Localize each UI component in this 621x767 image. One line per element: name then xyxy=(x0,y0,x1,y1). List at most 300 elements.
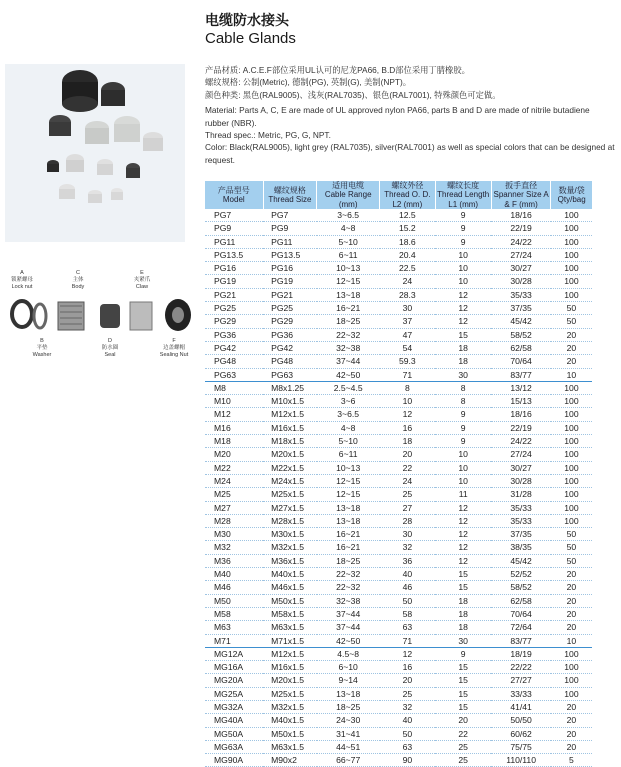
table-row xyxy=(205,368,592,381)
cell-spanner-size: 30/27 xyxy=(491,461,551,474)
cell-qty: 100 xyxy=(551,661,592,674)
cell-qty: 5 xyxy=(551,754,592,767)
cell-thread-length: 12 xyxy=(435,514,491,527)
cell-cable-range: 5~10 xyxy=(317,235,380,248)
cell-cable-range: 4~8 xyxy=(317,421,380,434)
cell-thread-length: 9 xyxy=(435,235,491,248)
cell-qty: 100 xyxy=(551,514,592,527)
cell-spanner-size: 70/64 xyxy=(491,607,551,620)
cell-thread-od: 18.6 xyxy=(380,235,435,248)
cell-spanner-size: 24/22 xyxy=(491,435,551,448)
cell-thread-od: 32 xyxy=(380,700,435,713)
table-row xyxy=(205,554,592,567)
cell-thread-length: 18 xyxy=(435,355,491,368)
cell-qty: 100 xyxy=(551,288,592,301)
cell-thread-length: 12 xyxy=(435,541,491,554)
cell-thread-length: 12 xyxy=(435,315,491,328)
cell-thread-size: PG36 xyxy=(263,328,317,341)
cell-thread-od: 16 xyxy=(380,661,435,674)
cell-thread-size: PG11 xyxy=(263,235,317,248)
cell-thread-od: 36 xyxy=(380,554,435,567)
cell-thread-size: M27x1.5 xyxy=(263,501,317,514)
cell-thread-length: 18 xyxy=(435,621,491,634)
cell-thread-length: 12 xyxy=(435,288,491,301)
cell-spanner-size: 30/27 xyxy=(491,262,551,275)
cell-spanner-size: 52/52 xyxy=(491,568,551,581)
cell-cable-range: 6~10 xyxy=(317,661,380,674)
cell-model: M63 xyxy=(205,621,263,634)
cell-thread-length: 11 xyxy=(435,488,491,501)
cell-model: M30 xyxy=(205,528,263,541)
table-row xyxy=(205,514,592,527)
cell-thread-length: 22 xyxy=(435,727,491,740)
color-cn: 颜色种类: 黑色(RAL9005)、浅灰(RAL7035)、银色(RAL7001), 特殊颜色可定做。 xyxy=(205,89,501,100)
table-row xyxy=(205,381,592,394)
cell-thread-length: 9 xyxy=(435,209,491,222)
thread-en: Thread spec.: Metric, PG, G, NPT. xyxy=(205,130,331,141)
cell-spanner-size: 58/52 xyxy=(491,581,551,594)
cell-thread-size: M36x1.5 xyxy=(263,554,317,567)
cell-thread-size: M40x1.5 xyxy=(263,568,317,581)
cell-model: MG16A xyxy=(205,661,263,674)
cell-thread-od: 90 xyxy=(380,754,435,767)
cell-cable-range: 2.5~4.5 xyxy=(317,381,380,394)
cell-cable-range: 37~44 xyxy=(317,621,380,634)
cell-qty: 100 xyxy=(551,262,592,275)
cell-spanner-size: 50/50 xyxy=(491,714,551,727)
cell-thread-length: 18 xyxy=(435,607,491,620)
cell-model: PG48 xyxy=(205,355,263,368)
table-row xyxy=(205,235,592,248)
table-row xyxy=(205,634,592,647)
cable-glands-illustration xyxy=(5,64,185,242)
cell-thread-od: 54 xyxy=(380,341,435,354)
cell-qty: 10 xyxy=(551,634,592,647)
cell-model: PG13.5 xyxy=(205,248,263,261)
cell-thread-size: M12x1.5 xyxy=(263,408,317,421)
cell-thread-size: M90x2 xyxy=(263,754,317,767)
cell-cable-range: 31~41 xyxy=(317,727,380,740)
cell-thread-length: 18 xyxy=(435,594,491,607)
cell-model: PG42 xyxy=(205,341,263,354)
table-row xyxy=(205,727,592,740)
cell-cable-range: 16~21 xyxy=(317,302,380,315)
cell-cable-range: 32~38 xyxy=(317,594,380,607)
cell-thread-size: M28x1.5 xyxy=(263,514,317,527)
cell-spanner-size: 22/22 xyxy=(491,661,551,674)
cell-thread-od: 30 xyxy=(380,302,435,315)
cable-gland-spec-table xyxy=(205,181,592,767)
cell-thread-od: 30 xyxy=(380,528,435,541)
page-title-en: Cable Glands xyxy=(205,30,296,47)
cell-thread-size: M46x1.5 xyxy=(263,581,317,594)
exploded-parts-diagram xyxy=(0,266,196,366)
cell-qty: 100 xyxy=(551,435,592,448)
cell-model: PG9 xyxy=(205,222,263,235)
cell-thread-size: PG19 xyxy=(263,275,317,288)
cell-model: M20 xyxy=(205,448,263,461)
cell-thread-od: 28.3 xyxy=(380,288,435,301)
cell-thread-length: 20 xyxy=(435,714,491,727)
cell-model: PG7 xyxy=(205,209,263,222)
cell-qty: 50 xyxy=(551,554,592,567)
cell-model: M12 xyxy=(205,408,263,421)
cell-spanner-size: 75/75 xyxy=(491,740,551,753)
cell-spanner-size: 110/110 xyxy=(491,754,551,767)
cell-cable-range: 3~6.5 xyxy=(317,408,380,421)
table-row xyxy=(205,209,592,222)
cell-thread-size: PG7 xyxy=(263,209,317,222)
cell-model: M71 xyxy=(205,634,263,647)
cell-qty: 50 xyxy=(551,302,592,315)
cell-thread-od: 63 xyxy=(380,621,435,634)
cell-thread-size: M25x1.5 xyxy=(263,488,317,501)
table-row xyxy=(205,408,592,421)
cell-spanner-size: 35/33 xyxy=(491,501,551,514)
cell-qty: 20 xyxy=(551,581,592,594)
cell-thread-od: 18 xyxy=(380,435,435,448)
cell-thread-size: M63x1.5 xyxy=(263,621,317,634)
cell-thread-length: 25 xyxy=(435,740,491,753)
cell-model: M25 xyxy=(205,488,263,501)
cell-qty: 100 xyxy=(551,448,592,461)
spec-description xyxy=(205,64,615,166)
cell-cable-range: 13~18 xyxy=(317,514,380,527)
cell-thread-od: 71 xyxy=(380,634,435,647)
header-model: 产品型号 Model xyxy=(205,181,263,209)
cell-spanner-size: 38/35 xyxy=(491,541,551,554)
cell-thread-length: 9 xyxy=(435,647,491,660)
header-thread-od: 螺纹外径 Thread O. D. L2 (mm) xyxy=(380,181,435,209)
table-row xyxy=(205,315,592,328)
cell-thread-length: 15 xyxy=(435,700,491,713)
cell-spanner-size: 83/77 xyxy=(491,634,551,647)
cell-model: M40 xyxy=(205,568,263,581)
cell-thread-length: 15 xyxy=(435,674,491,687)
cell-thread-size: M58x1.5 xyxy=(263,607,317,620)
cell-thread-od: 28 xyxy=(380,514,435,527)
cell-thread-length: 10 xyxy=(435,474,491,487)
cell-thread-size: M25x1.5 xyxy=(263,687,317,700)
cell-spanner-size: 22/19 xyxy=(491,222,551,235)
cell-thread-length: 12 xyxy=(435,554,491,567)
cell-thread-size: PG42 xyxy=(263,341,317,354)
cell-spanner-size: 31/28 xyxy=(491,488,551,501)
cell-thread-od: 25 xyxy=(380,488,435,501)
cell-thread-size: M32x1.5 xyxy=(263,541,317,554)
cell-thread-length: 12 xyxy=(435,528,491,541)
cell-thread-size: PG13.5 xyxy=(263,248,317,261)
cell-thread-length: 9 xyxy=(435,421,491,434)
cell-cable-range: 3~6 xyxy=(317,395,380,408)
cell-cable-range: 3~6.5 xyxy=(317,209,380,222)
cell-spanner-size: 45/42 xyxy=(491,554,551,567)
table-row xyxy=(205,647,592,660)
cell-thread-od: 25 xyxy=(380,687,435,700)
table-row xyxy=(205,474,592,487)
cell-cable-range: 37~44 xyxy=(317,607,380,620)
cell-spanner-size: 18/16 xyxy=(491,209,551,222)
cell-thread-size: M8x1.25 xyxy=(263,381,317,394)
cell-model: PG25 xyxy=(205,302,263,315)
cell-spanner-size: 83/77 xyxy=(491,368,551,381)
cell-model: M8 xyxy=(205,381,263,394)
cell-spanner-size: 72/64 xyxy=(491,621,551,634)
cell-thread-od: 40 xyxy=(380,714,435,727)
table-row xyxy=(205,541,592,554)
part-c-label: C 主体 Body xyxy=(71,270,85,290)
cell-qty: 100 xyxy=(551,461,592,474)
cell-thread-od: 24 xyxy=(380,275,435,288)
cell-spanner-size: 62/58 xyxy=(491,341,551,354)
cell-thread-length: 18 xyxy=(435,341,491,354)
cell-thread-size: M71x1.5 xyxy=(263,634,317,647)
cell-spanner-size: 24/22 xyxy=(491,235,551,248)
cell-thread-length: 15 xyxy=(435,581,491,594)
cell-thread-size: M20x1.5 xyxy=(263,448,317,461)
cell-qty: 100 xyxy=(551,687,592,700)
part-a-label: A 锁紧螺母 Lock nut xyxy=(10,270,33,290)
material-en: Material: Parts A, C, E are made of UL approved nylon PA66, parts B and D are made of nitrile butadiene rubber (NBR). xyxy=(205,105,590,128)
cell-spanner-size: 27/27 xyxy=(491,674,551,687)
cell-model: PG36 xyxy=(205,328,263,341)
cell-thread-size: M32x1.5 xyxy=(263,700,317,713)
cell-thread-length: 10 xyxy=(435,461,491,474)
cell-model: M16 xyxy=(205,421,263,434)
table-row xyxy=(205,461,592,474)
cell-spanner-size: 30/28 xyxy=(491,275,551,288)
cell-thread-size: M20x1.5 xyxy=(263,674,317,687)
cell-thread-size: M24x1.5 xyxy=(263,474,317,487)
cell-qty: 20 xyxy=(551,341,592,354)
cell-thread-length: 12 xyxy=(435,501,491,514)
cell-cable-range: 13~18 xyxy=(317,687,380,700)
cell-qty: 100 xyxy=(551,248,592,261)
table-row xyxy=(205,687,592,700)
cell-model: MG25A xyxy=(205,687,263,700)
cell-cable-range: 32~38 xyxy=(317,341,380,354)
cell-qty: 100 xyxy=(551,488,592,501)
cell-cable-range: 44~51 xyxy=(317,740,380,753)
table-row xyxy=(205,621,592,634)
cell-model: PG16 xyxy=(205,262,263,275)
header-cable-range: 适用电缆 Cable Range (mm) xyxy=(317,181,380,209)
cell-model: M58 xyxy=(205,607,263,620)
table-row xyxy=(205,288,592,301)
cell-model: M50 xyxy=(205,594,263,607)
cell-thread-size: PG63 xyxy=(263,368,317,381)
table-row xyxy=(205,448,592,461)
cell-cable-range: 18~25 xyxy=(317,554,380,567)
cell-spanner-size: 27/24 xyxy=(491,248,551,261)
cell-thread-size: M40x1.5 xyxy=(263,714,317,727)
cell-thread-od: 20 xyxy=(380,448,435,461)
cell-qty: 100 xyxy=(551,408,592,421)
cell-cable-range: 18~25 xyxy=(317,700,380,713)
table-row xyxy=(205,528,592,541)
table-row xyxy=(205,594,592,607)
cell-thread-size: M12x1.5 xyxy=(263,647,317,660)
cell-cable-range: 12~15 xyxy=(317,488,380,501)
table-row xyxy=(205,355,592,368)
cell-spanner-size: 33/33 xyxy=(491,687,551,700)
cell-cable-range: 13~18 xyxy=(317,501,380,514)
cell-model: PG11 xyxy=(205,235,263,248)
cell-thread-length: 8 xyxy=(435,395,491,408)
cell-thread-length: 10 xyxy=(435,275,491,288)
cell-qty: 50 xyxy=(551,541,592,554)
cell-thread-od: 20.4 xyxy=(380,248,435,261)
cell-qty: 20 xyxy=(551,740,592,753)
cell-thread-od: 15.2 xyxy=(380,222,435,235)
cell-qty: 100 xyxy=(551,647,592,660)
table-row xyxy=(205,568,592,581)
cell-thread-size: PG9 xyxy=(263,222,317,235)
cell-thread-od: 46 xyxy=(380,581,435,594)
cell-spanner-size: 15/13 xyxy=(491,395,551,408)
cell-thread-size: M63x1.5 xyxy=(263,740,317,753)
cell-spanner-size: 18/16 xyxy=(491,408,551,421)
cell-thread-od: 71 xyxy=(380,368,435,381)
table-row xyxy=(205,421,592,434)
cell-thread-size: PG25 xyxy=(263,302,317,315)
table-row xyxy=(205,700,592,713)
cell-spanner-size: 30/28 xyxy=(491,474,551,487)
cell-thread-length: 15 xyxy=(435,687,491,700)
cell-cable-range: 4~8 xyxy=(317,222,380,235)
cell-spanner-size: 18/19 xyxy=(491,647,551,660)
table-row xyxy=(205,661,592,674)
cell-thread-od: 22 xyxy=(380,461,435,474)
cell-model: M36 xyxy=(205,554,263,567)
cell-qty: 20 xyxy=(551,568,592,581)
table-row xyxy=(205,395,592,408)
part-b-label: B 平垫 Washer xyxy=(32,338,52,358)
cell-qty: 20 xyxy=(551,621,592,634)
product-photo xyxy=(5,64,185,242)
thread-cn: 螺纹规格: 公制(Metric), 德制(PG), 英制(G), 美制(NPT)。 xyxy=(205,77,412,88)
cell-thread-od: 10 xyxy=(380,395,435,408)
page-title-cn: 电缆防水接头 xyxy=(205,12,289,28)
cell-thread-length: 30 xyxy=(435,368,491,381)
cell-thread-size: M16x1.5 xyxy=(263,661,317,674)
cell-thread-size: M10x1.5 xyxy=(263,395,317,408)
cell-thread-length: 30 xyxy=(435,634,491,647)
table-row xyxy=(205,501,592,514)
cell-qty: 100 xyxy=(551,421,592,434)
cell-thread-length: 15 xyxy=(435,661,491,674)
cell-cable-range: 24~30 xyxy=(317,714,380,727)
cell-thread-size: PG16 xyxy=(263,262,317,275)
cell-model: M46 xyxy=(205,581,263,594)
cell-spanner-size: 37/35 xyxy=(491,302,551,315)
cell-cable-range: 10~13 xyxy=(317,461,380,474)
table-row xyxy=(205,581,592,594)
cell-cable-range: 6~11 xyxy=(317,448,380,461)
table-row xyxy=(205,302,592,315)
cell-thread-size: M30x1.5 xyxy=(263,528,317,541)
header-thread-size: 螺纹规格 Thread Size xyxy=(263,181,317,209)
cell-thread-size: PG29 xyxy=(263,315,317,328)
cell-spanner-size: 27/24 xyxy=(491,448,551,461)
cell-cable-range: 16~21 xyxy=(317,528,380,541)
cell-qty: 100 xyxy=(551,381,592,394)
cell-thread-length: 9 xyxy=(435,435,491,448)
cell-qty: 100 xyxy=(551,275,592,288)
material-cn: 产品材质: A.C.E.F部位采用UL认可的尼龙PA66, B.D部位采用丁腈橡胶。 xyxy=(205,65,470,75)
cell-thread-length: 15 xyxy=(435,328,491,341)
cell-qty: 20 xyxy=(551,328,592,341)
cell-qty: 50 xyxy=(551,528,592,541)
cell-model: MG20A xyxy=(205,674,263,687)
table-row xyxy=(205,607,592,620)
cell-model: M10 xyxy=(205,395,263,408)
cell-thread-length: 9 xyxy=(435,408,491,421)
cell-qty: 100 xyxy=(551,674,592,687)
cell-thread-od: 8 xyxy=(380,381,435,394)
cell-model: M24 xyxy=(205,474,263,487)
cell-thread-od: 12 xyxy=(380,647,435,660)
table-row xyxy=(205,714,592,727)
cell-cable-range: 9~14 xyxy=(317,674,380,687)
cell-model: MG90A xyxy=(205,754,263,767)
cell-cable-range: 4.5~8 xyxy=(317,647,380,660)
cell-cable-range: 6~11 xyxy=(317,248,380,261)
cell-qty: 10 xyxy=(551,368,592,381)
cell-thread-length: 25 xyxy=(435,754,491,767)
cell-thread-od: 27 xyxy=(380,501,435,514)
cell-cable-range: 12~15 xyxy=(317,474,380,487)
cell-thread-length: 10 xyxy=(435,448,491,461)
cell-cable-range: 22~32 xyxy=(317,328,380,341)
cell-thread-od: 16 xyxy=(380,421,435,434)
cell-thread-od: 40 xyxy=(380,568,435,581)
cell-spanner-size: 58/52 xyxy=(491,328,551,341)
cell-thread-od: 22.5 xyxy=(380,262,435,275)
table-row xyxy=(205,754,592,767)
cell-thread-size: PG48 xyxy=(263,355,317,368)
cell-qty: 100 xyxy=(551,474,592,487)
cell-thread-od: 63 xyxy=(380,740,435,753)
cell-spanner-size: 35/33 xyxy=(491,514,551,527)
table-header-row xyxy=(205,181,592,209)
cell-thread-size: M18x1.5 xyxy=(263,435,317,448)
cell-thread-size: M50x1.5 xyxy=(263,727,317,740)
cell-thread-od: 32 xyxy=(380,541,435,554)
cell-spanner-size: 35/33 xyxy=(491,288,551,301)
cell-thread-od: 50 xyxy=(380,727,435,740)
cell-model: MG50A xyxy=(205,727,263,740)
cell-thread-od: 24 xyxy=(380,474,435,487)
cell-thread-size: M16x1.5 xyxy=(263,421,317,434)
cell-model: M18 xyxy=(205,435,263,448)
cell-spanner-size: 13/12 xyxy=(491,381,551,394)
table-row xyxy=(205,328,592,341)
cell-model: PG21 xyxy=(205,288,263,301)
cell-cable-range: 42~50 xyxy=(317,368,380,381)
cell-model: MG40A xyxy=(205,714,263,727)
cell-thread-size: PG21 xyxy=(263,288,317,301)
cell-qty: 100 xyxy=(551,235,592,248)
cell-qty: 100 xyxy=(551,395,592,408)
cell-qty: 20 xyxy=(551,355,592,368)
cell-model: M27 xyxy=(205,501,263,514)
cell-spanner-size: 45/42 xyxy=(491,315,551,328)
cell-cable-range: 12~15 xyxy=(317,275,380,288)
cell-model: MG32A xyxy=(205,700,263,713)
cell-qty: 20 xyxy=(551,727,592,740)
cell-thread-length: 15 xyxy=(435,568,491,581)
